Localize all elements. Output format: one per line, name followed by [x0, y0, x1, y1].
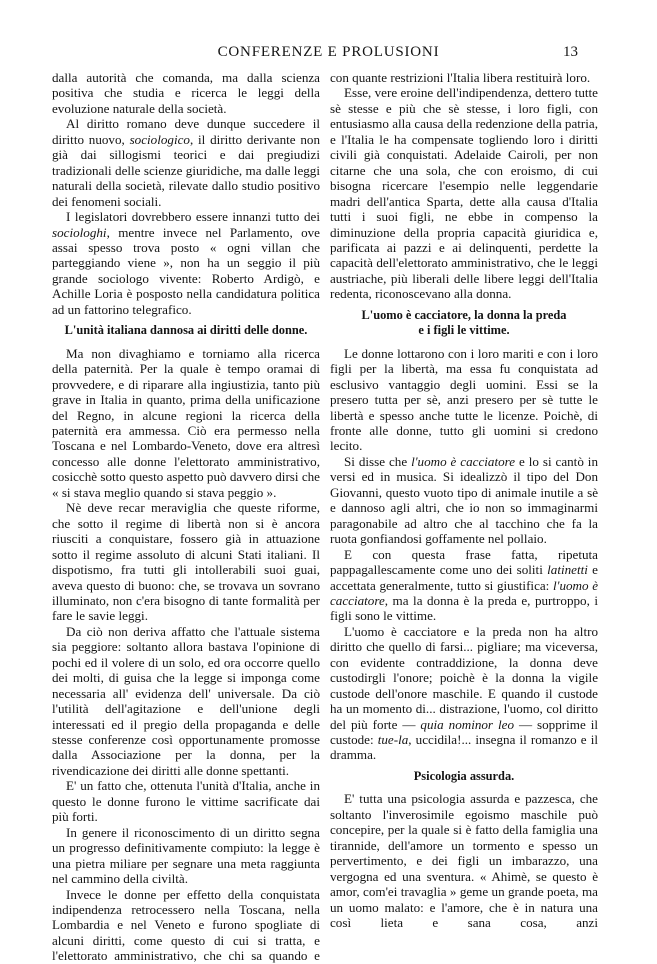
paragraph: Ma non divaghiamo e torniamo alla ricerca della paternità. Per la quale è tempo oramai di provvedere, e di riparare alla ingiustizia, tanto più grave in Italia in quanto, prima della unificazione del Regno, in alcune regioni la ricerca della paternità era ammessa. Ciò era permesso nella Toscana e nel Lombardo-Veneto, dove era altresì concesso alle donne l'elettorato amministrativo, cosicchè sotto questo aspetto può davvero dirsi che « si stava meglio quando si stava peggio ». — [52, 345, 320, 500]
paragraph — [330, 454, 598, 547]
paragraph: Da ciò non deriva affatto che l'attuale sistema sia peggiore: soltanto allora bastava l'opinione di pochi ed il volere di un solo, ed ora occorre quello dei molti, di guisa che la legge si imponga come necessaria all' evidenza dell' universale. Da ciò l'utilità dell'agitazione e dell'unione degli interessati ed il pregio della propaganda e delle stesse conferenze così opportunamente promosse dalla Associazione per la donna, per la rivendicazione dei diritti alle donne spettanti. — [52, 623, 320, 778]
text-run: Al diritto romano deve dunque succedere il diritto nuovo, — [52, 116, 320, 147]
running-head — [0, 44, 657, 66]
section-heading — [330, 769, 598, 784]
text-run: E con questa frase fatta, ripetuta pappagallescamente come uno dei soliti — [330, 546, 598, 578]
left-column — [52, 70, 320, 964]
text-run: — sopprime il custode: — [330, 716, 598, 748]
paragraph: con quante restrizioni l'Italia libera restituirà loro. — [330, 70, 591, 85]
italic-text: quia nominor leo — [420, 716, 514, 732]
section-heading-line: e i figli le vittime. — [418, 323, 510, 338]
paragraph: E' tutta una psicologia assurda e pazzesca, che soltanto l'inverosimile egoismo maschile può concepire, per la quale si è fatto della famiglia una tirannide, dell'amore un tormento e spesso un pervertimento, e dei figli un imbarazzo, una vergogna ed una sventura. « Ahimè, se questo è amor, com'ei travaglia » geme un grande poeta, ma un uomo malato: e l'amore, che è in natura una così lieta e sana cosa, anzi — [330, 791, 598, 931]
paragraph — [330, 624, 598, 763]
paragraph: In genere il riconoscimento di un diritto segna un progresso definitivamente compiuto: la legge è una pietra miliare per segnare una meta raggiunta nel cammino della civiltà. — [52, 824, 320, 887]
italic-text: tue-la — [377, 732, 409, 748]
text-run: , il diritto derivante non già dai sillogismi teorici e dai pregiudizi tradizionali delle scienze giuridiche, ma dalle leggi naturali della società, rilevate dallo studio positivo dei fenomeni sociali. — [52, 131, 320, 209]
paragraph: Invece le donne per effetto della conquistata indipendenza retrocessero nella Toscana, nella Lombardia e nel Veneto e furono spogliate di alcuni diritti, come questo di cui si tratta, e l'elettorato amministrativo, che chi sa quando e — [52, 886, 320, 964]
text-run: e lo si cantò in versi ed in musica. Si idealizzò il tipo del Don Giovanni, questo vuoto tipo di animale inutile a sè e dannoso agli altri, che io non so immaginarmi paragonabile ad altro che al tacchino che fa la ruota gonfiandosi goffamente nel pollaio. — [330, 453, 598, 547]
right-column — [330, 70, 598, 930]
section-heading-line: Psicologia assurda. — [413, 768, 515, 783]
text-run: Si disse che — [344, 453, 412, 469]
paragraph: Nè deve recar meraviglia che queste riforme, che sotto il regime di libertà non si è ancora riusciti a conquistare, fossero già in attuazione sotto il regime assoluto di alcuni Stati italiani. Il dispotismo, fra tutti gli intollerabili suoi guai, aveva questo di buono: che, se trovava un sovrano illuminato, non c'era bisogno di tante formalità per fare le savie leggi. — [52, 500, 320, 624]
section-heading-line: L'uomo è cacciatore, la donna la preda — [361, 307, 567, 322]
text-run: , ma la donna è la preda e, purtroppo, i figli sono le vittime. — [330, 592, 598, 624]
italic-text: l'uomo è cacciatore — [330, 577, 599, 608]
paragraph — [52, 116, 320, 209]
text-run: I legislatori dovrebbero essere innanzi tutto dei — [66, 209, 320, 225]
section-heading — [52, 323, 320, 338]
italic-text: l'uomo è cacciatore — [411, 453, 516, 469]
running-head-title: CONFERENZE E PROLUSIONI — [217, 44, 440, 60]
paragraph: Esse, vere eroine dell'indipendenza, dettero tutte sè stesse e più che sè stesse, i loro figli, con entusiasmo alla causa della redenzione della patria, e l'Italia le ha compensate togliendo loro i diritti civili già conquistati. Adelaide Cairoli, per non citarne che una sola, che con eroismo, di cui bisogna ricercare l'esempio nelle leggendarie madri dell'antica Sparta, dette alla causa d'Italia tutti i suoi figli, ne ebbe in compenso la diminuzione della propria capacità giuridica e, parificata ai pazzi e ai delinquenti, perdette la capacità dell'elettorato amministrativo, che le leggi austriache, più liberali delle libere leggi dell'Italia redenta, riconoscevano alla donna. — [330, 85, 598, 302]
page-number: 13 — [563, 44, 578, 60]
section-heading — [330, 308, 598, 339]
section-heading-line: L'unità italiana dannosa ai diritti delle donne. — [64, 323, 308, 338]
paragraph: E' un fatto che, ottenuta l'unità d'Italia, anche in questo le donne furono le vittime sacrificate dai più forti. — [52, 778, 320, 825]
italic-text: latinetti — [547, 562, 588, 578]
text-run: L'uomo è cacciatore e la preda non ha altro diritto che quello di farsi... pigliare; ma viceversa, con evidente contraddizione, la donna deve custodirgli l'onore; poichè è la donna la vigile custode dell'onore maschile. E quando il custode ha un momento di... distrazione, l'uomo, col diritto del più forte — — [330, 623, 598, 732]
paragraph — [52, 209, 320, 317]
text-run: , mentre invece nel Parlamento, ove assai spesso trova posto « ogni villan che parteggiando viene », non ha un seggio il più grande sociologo vivente: Roberto Ardigò, e Achille Loria è posposto nella candidatura politica ad un fattorino telegrafico. — [52, 224, 320, 317]
italic-text: sociologhi — [52, 224, 107, 240]
italic-text: sociologico — [129, 131, 190, 147]
paragraph: dalla autorità che comanda, ma dalla scienza positiva che studia e ricerca le leggi della evoluzione naturale della società. — [52, 70, 320, 116]
paragraph: Le donne lottarono con i loro mariti e con i loro figli per la libertà, ma essa fu conquistata ad esclusivo vantaggio degli uomini. Essi se la presero tutta per sè, anzi presero per sè tutte le libertà e spesso anche tutte le licenze. Poichè, di fronte alle donne, tutto gli uomini si credono lecito. — [330, 345, 598, 454]
text-run: , uccidila!... insegna il romanzo e il dramma. — [330, 732, 598, 763]
text-run: e accettata generalmente, tutto si giustifica: — [330, 562, 598, 593]
paragraph — [330, 547, 598, 624]
